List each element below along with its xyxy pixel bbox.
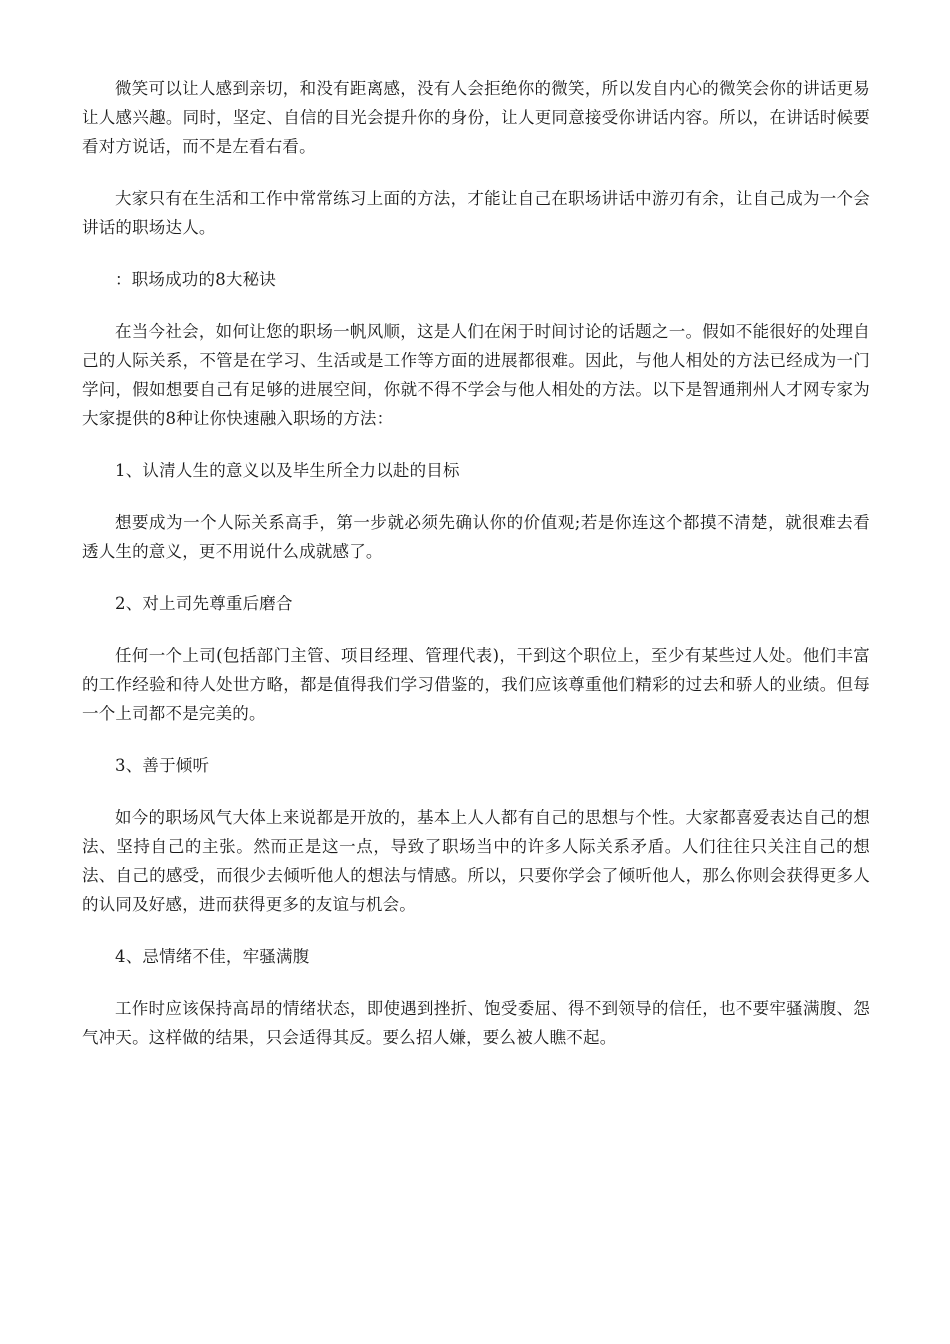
list-heading-1: 1、认清人生的意义以及毕生所全力以赴的目标 bbox=[115, 461, 460, 480]
list-heading-2: 2、对上司先尊重后磨合 bbox=[115, 594, 293, 613]
paragraph-4: 工作时应该保持高昂的情绪状态，即使遇到挫折、饱受委屈、得不到领导的信任，也不要牢骚满腹、怨气冲天。这样做的结果，只会适得其反。要么招人嫌，要么被人瞧不起。 bbox=[82, 999, 870, 1047]
paragraph-smile: 微笑可以让人感到亲切，和没有距离感，没有人会拒绝你的微笑，所以发自内心的微笑会你的讲话更易让人感兴趣。同时，坚定、自信的目光会提升你的身份，让人更同意接受你讲话内容。所以，在讲话时候要看对方说话，而不是左看右看。 bbox=[82, 79, 870, 156]
list-heading-4: 4、忌情绪不佳，牢骚满腹 bbox=[115, 947, 310, 966]
section-heading: ：职场成功的8大秘诀 bbox=[115, 270, 276, 289]
paragraph-practice: 大家只有在生活和工作中常常练习上面的方法，才能让自己在职场讲话中游刃有余，让自己成为一个会讲话的职场达人。 bbox=[82, 189, 870, 237]
paragraph-1: 想要成为一个人际关系高手，第一步就必须先确认你的价值观;若是你连这个都摸不清楚，就很难去看透人生的意义，更不用说什么成就感了。 bbox=[82, 513, 870, 561]
paragraph-intro: 在当今社会，如何让您的职场一帆风顺，这是人们在闲于时间讨论的话题之一。假如不能很好的处理自己的人际关系，不管是在学习、生活或是工作等方面的进展都很难。因此，与他人相处的方法已经成为一门学问，假如想要自己有足够的进展空间，你就不得不学会与他人相处的方法。以下是智通荆州人才网专家为大家提供的8种让你快速融入职场的方法： bbox=[82, 322, 870, 428]
list-heading-3: 3、善于倾听 bbox=[115, 756, 210, 775]
paragraph-3: 如今的职场风气大体上来说都是开放的，基本上人人都有自己的思想与个性。大家都喜爱表达自己的想法、坚持自己的主张。然而正是这一点，导致了职场当中的许多人际关系矛盾。人们往往只关注自己的想法、自己的感受，而很少去倾听他人的想法与情感。所以，只要你学会了倾听他人，那么你则会获得更多人的认同及好感，进而获得更多的友谊与机会。 bbox=[82, 808, 870, 914]
paragraph-2: 任何一个上司(包括部门主管、项目经理、管理代表)，干到这个职位上，至少有某些过人处。他们丰富的工作经验和待人处世方略，都是值得我们学习借鉴的，我们应该尊重他们精彩的过去和骄人的业绩。但每一个上司都不是完美的。 bbox=[82, 646, 870, 723]
